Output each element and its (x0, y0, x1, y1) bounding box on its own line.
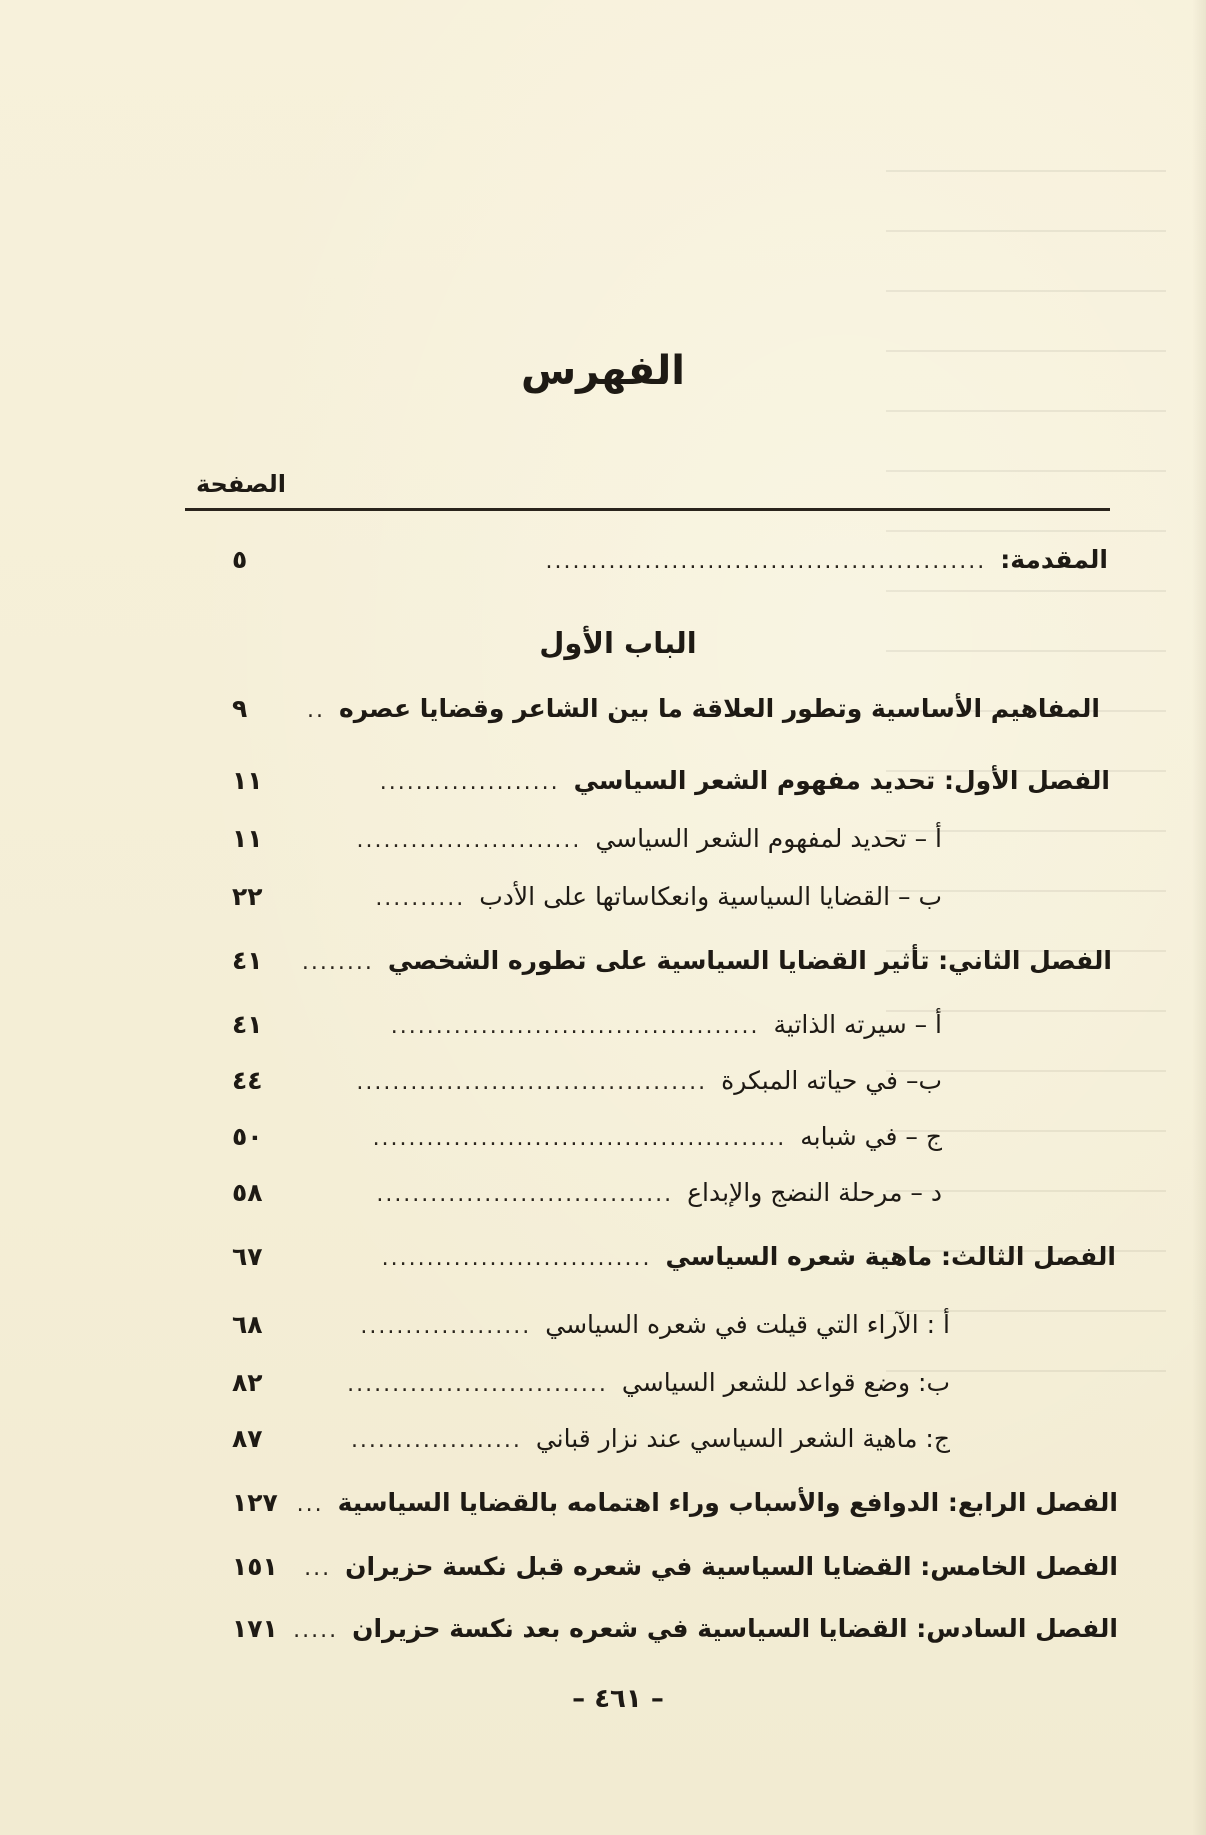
toc-leader-dots: .. (307, 698, 325, 723)
toc-entry-page: ١١ (232, 824, 263, 853)
page-column-label: الصفحة (195, 470, 286, 498)
toc-entry-label: ب– في حياته المبكرة (721, 1066, 942, 1095)
toc-entry-1a[interactable] (232, 824, 942, 853)
toc-entry-page: ٨٢ (232, 1368, 263, 1397)
section-heading: الباب الأول (539, 626, 697, 660)
toc-entry-page: ٥ (232, 545, 248, 574)
toc-entry-label: أ – سيرته الذاتية (773, 1010, 942, 1039)
toc-entry-page: ٤١ (232, 946, 263, 975)
page-title: الفهرس (520, 348, 685, 394)
toc-entry-3a[interactable] (232, 1310, 950, 1339)
toc-leader-dots: .............................. (381, 1246, 652, 1271)
toc-entry-page: ١٧١ (232, 1614, 278, 1643)
toc-leader-dots: .............................................. (372, 1126, 787, 1151)
toc-entry-label: الفصل السادس: القضايا السياسية في شعره بعد نكسة حزيران (352, 1614, 1118, 1643)
toc-leader-dots: ... (304, 1556, 332, 1581)
toc-entry-page: ٤١ (232, 1010, 263, 1039)
toc-leader-dots: ........ (301, 950, 374, 975)
toc-leader-dots: ..... (293, 1618, 339, 1643)
toc-entry-chapter-5[interactable] (232, 1552, 1118, 1581)
toc-entry-chapter-4[interactable] (232, 1488, 1118, 1517)
toc-leader-dots: ......................................... (390, 1014, 760, 1039)
toc-entry-label: أ : الآراء التي قيلت في شعره السياسي (545, 1310, 950, 1339)
toc-entry-2c[interactable] (232, 1122, 942, 1151)
toc-entry-page: ١٥١ (232, 1552, 278, 1581)
toc-entry-label: الفصل الأول: تحديد مفهوم الشعر السياسي (573, 766, 1110, 795)
toc-entry-introduction[interactable] (232, 545, 1108, 574)
page-number: – ٤٦١ – (572, 1684, 664, 1714)
toc-leader-dots: ................... (350, 1428, 522, 1453)
toc-entry-chapter-6[interactable] (232, 1614, 1118, 1643)
toc-leader-dots: ................... (360, 1314, 532, 1339)
toc-entry-label: ب – القضايا السياسية وانعكاساتها على الأدب (479, 882, 942, 911)
toc-entry-2b[interactable] (232, 1066, 942, 1095)
toc-entry-chapter-3[interactable] (232, 1242, 1116, 1271)
toc-entry-page: ١١ (232, 766, 263, 795)
toc-entry-3c[interactable] (232, 1424, 950, 1453)
toc-leader-dots: .................... (379, 770, 560, 795)
toc-entry-label: المقدمة: (1000, 545, 1108, 574)
toc-entry-page: ١٢٧ (232, 1488, 278, 1517)
toc-entry-label: ب: وضع قواعد للشعر السياسي (621, 1368, 950, 1397)
toc-entry-chapter-2[interactable] (232, 946, 1112, 975)
toc-leader-dots: ......................... (356, 828, 582, 853)
toc-entry-3b[interactable] (232, 1368, 950, 1397)
toc-entry-chapter-1[interactable] (232, 766, 1110, 795)
toc-leader-dots: .......... (375, 886, 466, 911)
toc-entry-label: د – مرحلة النضج والإبداع (687, 1178, 942, 1207)
toc-entry-page: ٦٧ (232, 1242, 263, 1271)
toc-entry-page: ٢٢ (232, 882, 263, 911)
toc-leader-dots: ... (296, 1492, 324, 1517)
toc-entry-label: ج: ماهية الشعر السياسي عند نزار قباني (535, 1424, 950, 1453)
toc-entry-page: ٥٠ (232, 1122, 263, 1151)
toc-entry-2d[interactable] (232, 1178, 942, 1207)
toc-entry-label: الفصل الثالث: ماهية شعره السياسي (665, 1242, 1116, 1271)
toc-leader-dots: ............................. (347, 1372, 608, 1397)
toc-leader-dots: ................................................. (545, 549, 987, 574)
toc-entry-2a[interactable] (232, 1010, 942, 1039)
toc-entry-1b[interactable] (232, 882, 942, 911)
toc-entry-label: الفصل الرابع: الدوافع والأسباب وراء اهتمامه بالقضايا السياسية (337, 1488, 1118, 1517)
toc-entry-page: ٩ (232, 694, 248, 723)
toc-entry-page: ٤٤ (232, 1066, 263, 1095)
toc-entry-label: الفصل الخامس: القضايا السياسية في شعره قبل نكسة حزيران (345, 1552, 1118, 1581)
toc-leader-dots: ................................. (376, 1182, 674, 1207)
toc-entry-page: ٦٨ (232, 1310, 263, 1339)
toc-entry-basic-concepts[interactable] (232, 694, 1100, 723)
toc-entry-page: ٨٧ (232, 1424, 263, 1453)
toc-entry-page: ٥٨ (232, 1178, 263, 1207)
toc-leader-dots: ....................................... (356, 1070, 708, 1095)
toc-entry-label: ج – في شبابه (800, 1122, 942, 1151)
toc-entry-label: المفاهيم الأساسية وتطور العلاقة ما بين الشاعر وقضايا عصره (339, 694, 1100, 723)
toc-entry-label: الفصل الثاني: تأثير القضايا السياسية على تطوره الشخصي (387, 946, 1112, 975)
toc-entry-label: أ – تحديد لمفهوم الشعر السياسي (595, 824, 942, 853)
